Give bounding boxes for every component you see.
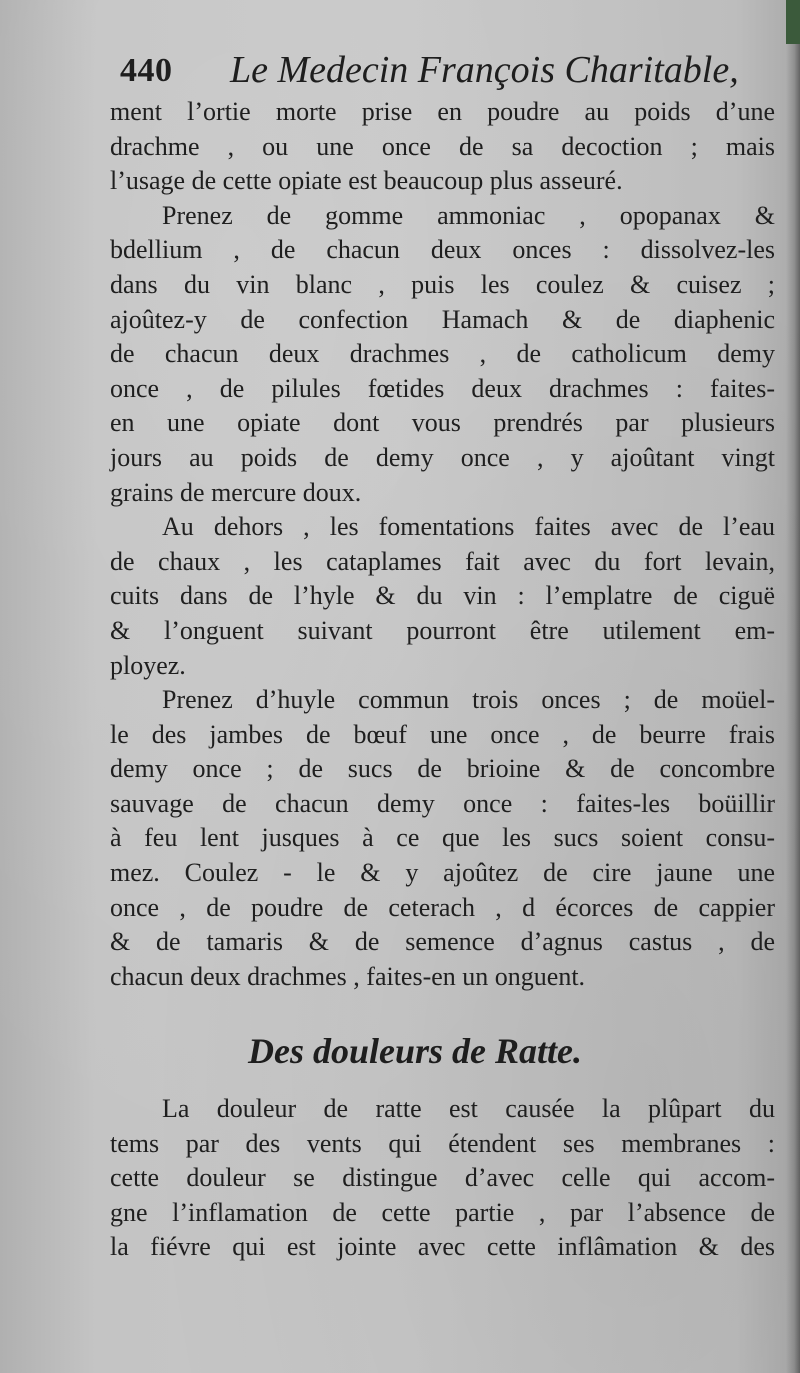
text-line: jours au poids de demy once , y ajoûtant vingt — [110, 442, 775, 472]
page-edge-shadow — [786, 0, 800, 1373]
text-line: bdellium , de chacun deux onces : dissolvez-les — [110, 235, 775, 265]
text-line: la fiévre qui est jointe avec cette inflâmation & des — [110, 1232, 775, 1262]
text-line: Prenez d’huyle commun trois onces ; de moüel- — [162, 685, 775, 715]
text-line: La douleur de ratte est causée la plûpart du — [162, 1094, 775, 1123]
text-line: grains de mercure doux. — [110, 477, 362, 507]
page-header — [120, 48, 760, 98]
section-title: Des douleurs de Ratte. — [247, 1031, 582, 1071]
text-line: sauvage de chacun demy once : faites-les boüillir — [110, 788, 775, 818]
running-title: Le Medecin François Charitable, — [230, 49, 739, 91]
text-line: de chaux , les cataplames fait avec du fort levain, — [110, 546, 775, 576]
text-line: cette douleur se distingue d’avec celle qui accom- — [110, 1163, 775, 1193]
corner-mark — [786, 0, 800, 44]
text-line: demy once ; de sucs de brioine & de concombre — [110, 754, 775, 784]
text-line: le des jambes de bœuf une once , de beurre frais — [110, 719, 775, 749]
body-text-top — [110, 95, 775, 994]
text-line: chacun deux drachmes , faites-en un onguent. — [110, 961, 586, 991]
text-line: tems par des vents qui étendent ses membranes : — [110, 1128, 775, 1158]
text-line: ajoûtez-y de confection Hamach & de diaphenic — [110, 304, 775, 334]
text-line: once , de pilules fœtides deux drachmes : faites- — [110, 373, 775, 403]
text-line: mez. Coulez - le & y ajoûtez de cire jaune une — [110, 858, 775, 888]
text-line: de chacun deux drachmes , de catholicum demy — [110, 339, 775, 369]
text-line: en une opiate dont vous prendrés par plusieurs — [110, 408, 775, 438]
text-line: gne l’inflamation de cette partie , par l’absence de — [110, 1197, 775, 1227]
text-line: à feu lent jusques à ce que les sucs soient consu- — [110, 823, 775, 853]
text-line: once , de poudre de ceterach , d écorces de cappier — [110, 892, 775, 922]
text-line: Au dehors , les fomentations faites avec de l’eau — [162, 512, 775, 542]
text-line: & l’onguent suivant pourront être utilement em- — [110, 615, 775, 645]
text-line: cuits dans de l’hyle & du vin : l’emplatre de ciguë — [110, 581, 775, 611]
body-text-bottom — [110, 1092, 775, 1265]
page-number: 440 — [120, 52, 173, 89]
text-line: dans du vin blanc , puis les coulez & cuisez ; — [110, 269, 775, 299]
text-line: drachme , ou une once de sa decoction ; mais — [110, 131, 775, 161]
text-line: ment l’ortie morte prise en poudre au poids d’une — [110, 97, 775, 126]
text-line: Prenez de gomme ammoniac , opopanax & — [162, 200, 775, 230]
text-line: & de tamaris & de semence d’agnus castus , de — [110, 927, 775, 957]
text-line: ployez. — [110, 650, 186, 680]
text-line: l’usage de cette opiate est beaucoup plus asseuré. — [110, 166, 623, 196]
